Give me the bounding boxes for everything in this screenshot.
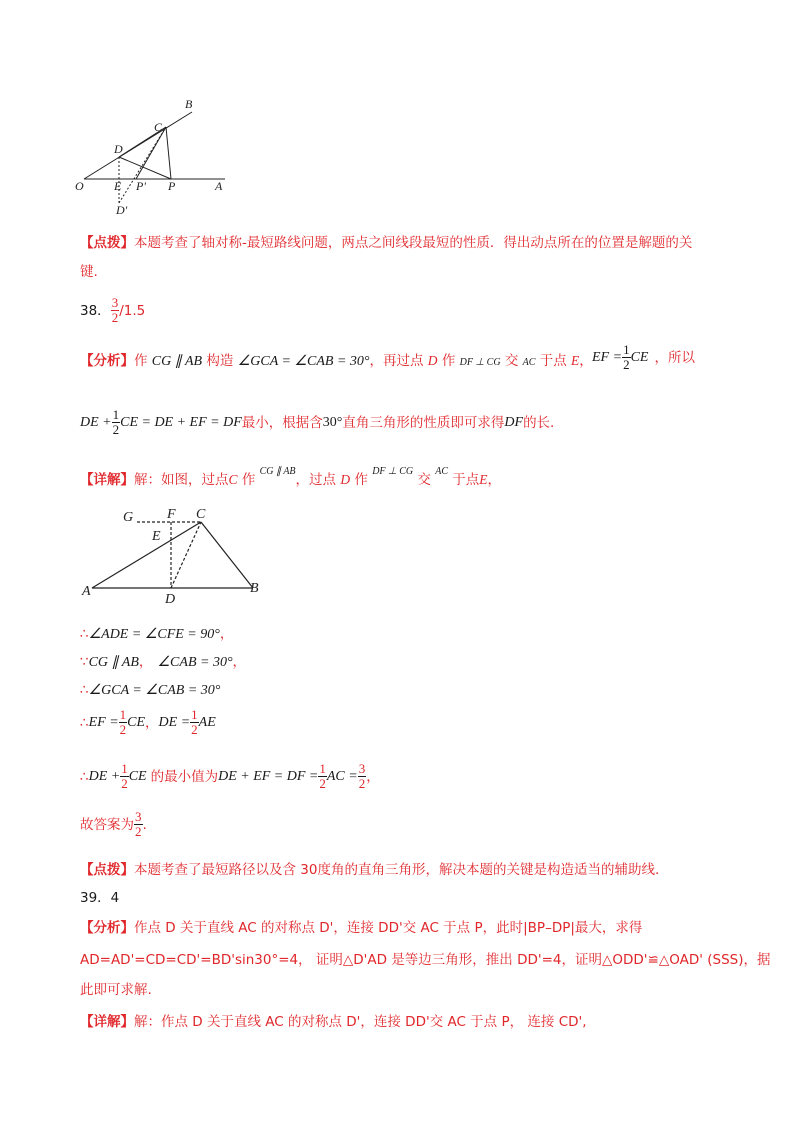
q39-detail-line: 【详解】解：作点 D 关于直线 AC 的对称点 D'，连接 DD'交 AC 于点 P， 连接 CD', — [80, 1014, 587, 1030]
analysis-tag: 【分析】 — [80, 353, 134, 369]
label-O: O — [75, 179, 84, 193]
proof-step-4: ∴EF = $\frac{1}{2}$ CE，DE = $\frac{1}{2}$ AE — [80, 707, 216, 737]
proof-step-5: ∴DE + $\frac{1}{2}$ CE 的最小值为DE + EF = DF = $\frac{1}{2}$ AC = $\frac{3}{2}$ ， — [80, 761, 380, 791]
label-G: G — [123, 510, 134, 525]
tip-37-line2: 键. — [80, 264, 98, 280]
label-E: E — [114, 179, 122, 193]
q38-header: 38． $\frac{3}{2}$ /1.5 — [80, 295, 146, 325]
label-D: D — [114, 142, 123, 156]
label-A: A — [215, 179, 223, 193]
q39-number: 39．4 — [80, 890, 120, 906]
q38-analysis-ef: EF = $\frac{1}{2}$ CE ，所以 — [592, 342, 695, 372]
detail-tag: 【详解】 — [80, 472, 134, 488]
proof-step-3: ∴∠GCA = ∠CAB = 30° — [80, 682, 221, 698]
label-D-prime: D' — [116, 203, 128, 217]
q38-detail-line: 【详解】解：如图，过点C 作 $^{CG \parallel AB}$，过点 D 作 $^{DF \perp CG}$ 交 $^{AC}$ 于点E， — [80, 466, 502, 488]
label-B: B — [185, 97, 193, 111]
figure-2-diagram — [80, 500, 270, 608]
q38-analysis-line1: 【分析】作 CG ∥ AB 构造 ∠GCA = ∠CAB = 30°，再过点 D 作 DF ⊥ CG 交 AC 于点 E， — [80, 353, 593, 369]
figure-1-diagram — [70, 95, 240, 220]
q38-number: 38． — [80, 302, 111, 319]
q38-analysis-line2: DE + $\frac{1}{2}$ CE = DE + EF = DF最小，根据含30°直角三角形的性质即可求得DF的长. — [80, 407, 555, 437]
proof-step-1: ∴∠ADE = ∠CFE = 90°， — [80, 626, 234, 642]
q39-analysis-line3: 此即可求解. — [80, 982, 152, 998]
label-F: F — [167, 507, 176, 522]
label-C: C — [196, 507, 206, 522]
label-B: B — [250, 581, 259, 596]
label-A: A — [82, 584, 91, 599]
label-P: P — [168, 179, 176, 193]
q38-answer-fraction: $\frac{3}{2}$ — [111, 295, 119, 325]
tip-37-line1: 【点拨】本题考查了轴对称-最短路线问题，两点之间线段最短的性质．得出动点所在的位置是解题的关 — [80, 235, 693, 251]
answer-line: 故答案为 $\frac{3}{2}$ . — [80, 809, 147, 839]
label-D: D — [165, 592, 176, 607]
q39-analysis-line2: AD=AD'=CD=CD'=BD'sin30°=4， 证明△D'AD 是等边三角形，推出 DD'=4，证明△ODD'≌△OAD' (SSS)，据 — [80, 952, 771, 968]
tip-tag: 【点拨】 — [80, 235, 134, 251]
proof-step-2: ∵CG ∥ AB， ∠CAB = 30°， — [80, 654, 247, 670]
label-C: C — [154, 120, 163, 134]
q39-analysis-line1: 【分析】作点 D 关于直线 AC 的对称点 D'，连接 DD'交 AC 于点 P，此时|BP–DP|最大，求得 — [80, 920, 643, 936]
tip-38: 【点拨】本题考查了最短路径以及含 30度角的直角三角形，解决本题的关键是构造适当的辅助线. — [80, 862, 660, 878]
label-P-prime: P' — [136, 179, 146, 193]
label-E: E — [152, 529, 161, 544]
